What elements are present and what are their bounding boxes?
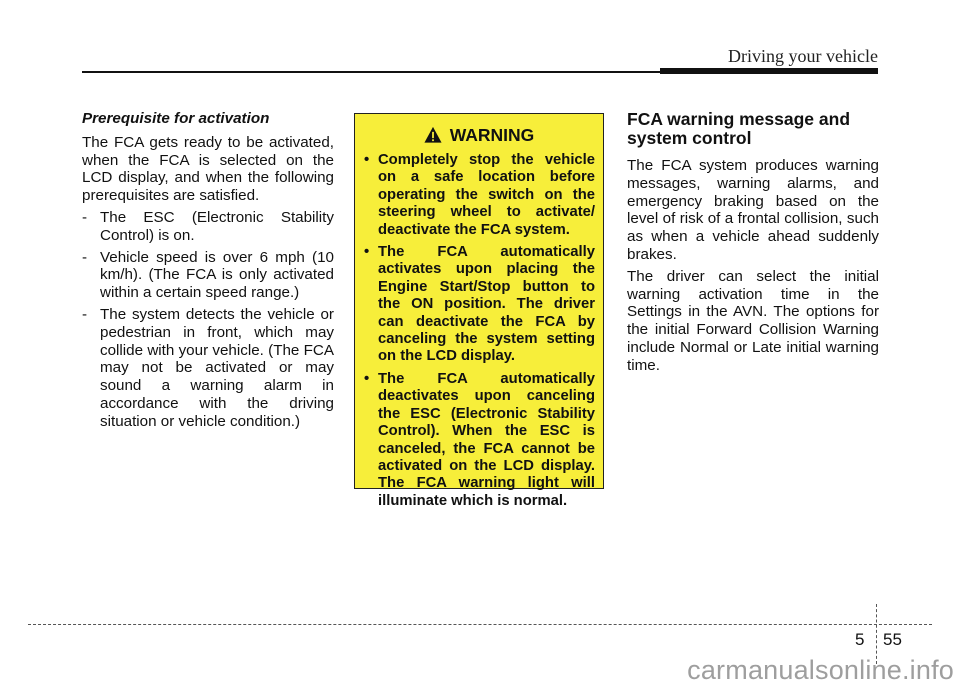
warning-triangle-icon xyxy=(424,126,442,144)
prerequisite-list xyxy=(82,209,334,431)
page-header-title: Driving your vehicle xyxy=(728,46,878,66)
warning-title: WARNING xyxy=(449,124,535,145)
warning-box xyxy=(354,113,604,509)
chapter-number: 5 xyxy=(855,630,865,649)
list-item: • Completely stop the vehicle on a safe location before operating the switch on the steering wheel to activate/ deactivate the FCA system. xyxy=(363,152,595,239)
left-column xyxy=(82,110,334,435)
paragraph: The driver can select the initial warning activation time in the Settings in the AVN. The options for the initial Forward Collision Warning include Normal or Late initial warning time. xyxy=(627,267,879,374)
prerequisite-intro: The FCA gets ready to be activated, when the FCA is selected on the LCD display, and when the following prerequisites are satisfied. xyxy=(82,133,334,205)
list-item: • The FCA automatically activates upon placing the Engine Start/Stop button to the ON position. The driver can deactivate the FCA by canceling the system setting on the LCD display. xyxy=(363,244,595,366)
list-item: • The FCA automatically deactivates upon canceling the ESC (Electronic Stability Control). When the ESC is canceled, the FCA cannot be activated on the LCD display. The FCA warning light will illuminate which is normal. xyxy=(363,371,595,510)
page-number: 55 xyxy=(883,630,902,649)
header-rule-accent xyxy=(660,68,878,74)
list-item: - The ESC (Electronic Stability Control) is on. xyxy=(82,209,334,245)
section-heading: FCA warning message and system control xyxy=(627,109,851,148)
list-item: - The system detects the vehicle or pedestrian in front, which may collide with your vehicle. (The FCA may not be activated or may sound a warning alarm in accordance with the driving situation or vehicle condition.) xyxy=(82,306,334,431)
watermark-link[interactable]: carmanualsonline.info xyxy=(687,655,954,685)
prerequisite-subheading: Prerequisite for activation xyxy=(82,110,270,127)
right-column xyxy=(627,110,879,379)
footer-rule xyxy=(28,624,932,625)
paragraph: The FCA system produces warning messages, warning alarms, and emergency braking based on the level of risk of a frontal collision, such as when a vehicle ahead suddenly brakes. xyxy=(627,157,879,263)
warning-list xyxy=(363,152,595,510)
warning-header xyxy=(363,122,595,148)
list-item: - Vehicle speed is over 6 mph (10 km/h). (The FCA is only activated within a certain speed range.) xyxy=(82,249,334,302)
